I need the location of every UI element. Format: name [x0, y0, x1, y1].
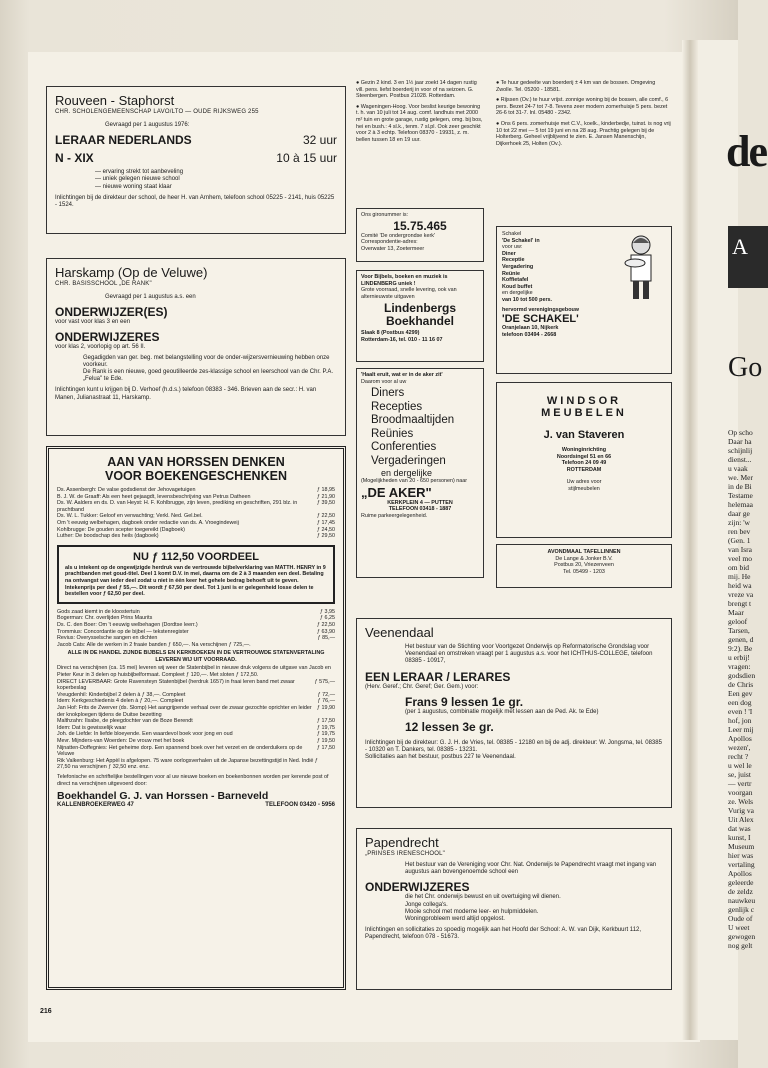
book-title: B. J. W. de Graaff: Als een heet gejaagdt, levensbeschrijving van Petrus Datheen	[57, 493, 251, 500]
schakel-item: Reünie	[502, 270, 520, 277]
ad-info: Sollicitaties aan het bestuur, postbus 227 te Veenendaal.	[365, 754, 516, 761]
next-page-line: dat was	[728, 824, 751, 833]
next-page-line: hier was	[728, 851, 754, 860]
book-list	[57, 679, 335, 771]
ad-bullets	[95, 169, 337, 191]
book-title: Luther: De boodschap des heils (dagboek)	[57, 533, 159, 540]
schakel-item: Diner	[502, 250, 516, 257]
book-entry	[57, 725, 335, 732]
book-title: Idem: Dat is gewisselijk waar	[57, 724, 127, 731]
book-price: ƒ 85,—	[317, 635, 335, 642]
book-entry	[57, 494, 335, 501]
ad-job-title: N - XIX	[55, 151, 94, 166]
book-entry	[57, 745, 335, 758]
ad-city: Harskamp (Op de Veluwe)	[55, 265, 208, 280]
aker-address: KERKPLEIN 4 — PUTTEN	[387, 499, 453, 506]
ad-veenendaal	[356, 618, 672, 808]
ad-info: Inlichtingen bij de direkteur: G. J. H. de Vries, tel. 08385 - 12180 en bij de adj. direkteur: W. Jongsma, tel. 08385 - 10320 en T. Dankers, tel. 08385 - 13231.	[365, 740, 662, 754]
book-title: Om 't eeuwig welbehagen, dagboek onder redactie van ds. A. Vroegindeweij	[57, 519, 239, 526]
book-price	[331, 642, 335, 649]
next-page-line: gewogen	[728, 932, 756, 941]
book-title: Ds. W. L. Tukker: Geloof en verwachting; Verkl. Ned. Gel.bel.	[57, 513, 203, 520]
book-entry	[57, 679, 335, 692]
next-page-line: ze. Wels	[728, 797, 754, 806]
next-page-line: hof, jon	[728, 716, 752, 725]
page-number: 216	[40, 1008, 52, 1015]
book-title: Malthzahn: Ilsabe, de pleegdochter van de Boze Berendt	[57, 718, 193, 725]
ad-paragraph: Jonge collega's.	[405, 901, 448, 908]
ad-date: Gevraagd per 1 augustus a.s. een	[105, 294, 196, 300]
next-page-heading: Go	[728, 352, 763, 383]
giro-line: Overwater 13, Zoetermeer	[361, 245, 425, 252]
ad-paragraph: Het bestuur van de Stichting voor Voortgezet Onderwijs op Reformatorische Grondslag voor Veenendaal en omstreken vraagt per 1 augustus a.s. voor het ICHTHUS-COLLEGE, telefoon 08385 - 10917,	[405, 644, 653, 665]
book-title: Joh. de Liefde: In liefde bloeyende. Een waardevol boek voor jong en oud	[57, 731, 233, 738]
next-page-line: se, juist	[728, 770, 751, 779]
next-page-line: om bid	[728, 563, 750, 572]
aker-item: Diners	[371, 387, 405, 400]
next-page-line: recht ?	[728, 752, 749, 761]
next-page-line: U weet	[728, 923, 750, 932]
book-title: Mevr. Mijnders-van Woerden: De vrouw met het boek	[57, 738, 185, 744]
schakel-line: en dergelijke	[502, 290, 533, 297]
book-entry	[57, 642, 335, 649]
book-price: ƒ 19,75	[317, 731, 335, 738]
book-price: ƒ 24,50	[317, 526, 335, 533]
book-price: ƒ 63,90	[317, 628, 335, 635]
next-page-line: helemaa	[728, 500, 753, 509]
next-page-line: Apollos	[728, 869, 752, 878]
avondmaal-line: Postbus 20, Vriezenveen	[554, 562, 614, 569]
ad-school: CHR. BASISSCHOOL „DE RANK"	[55, 281, 152, 287]
next-page-line: genen, d	[728, 635, 754, 644]
ad-info: Inlichtingen bij de direkteur der school, de heer H. van Arnhem, telefoon school 05225 - 2141, huis 05225 - 1524.	[55, 194, 335, 209]
next-page-headline: de	[726, 127, 766, 176]
ad-paragraph: die het Chr. onderwijs bewust en uit overtuiging wil dienen.	[405, 894, 561, 901]
book-title: Gods zaad kiemt in de kloostertuin	[57, 608, 140, 615]
book-price: ƒ 19,75	[317, 724, 335, 731]
offer-box	[57, 545, 335, 604]
next-page-line: de zeldz	[728, 887, 753, 896]
book-title: Ds. C. den Boer: Om 't eeuwig welbehagen (Dordtse leerr.)	[57, 621, 198, 628]
book-price: ƒ 17,50	[317, 744, 335, 751]
ad-city: Papendrecht	[365, 835, 439, 850]
book-title: Idem: Kerkgeschiedenis 4 delen à ƒ 20,—. Compleet	[57, 698, 184, 705]
book-title: Trommius: Concordantie op de bijbel — tekstenregister	[57, 628, 189, 635]
ad-de-aker	[356, 368, 484, 578]
schakel-line: 'De Schakel' in	[502, 237, 540, 244]
book-title: Bogerman: Chr. overlijden Prins Maurits	[57, 615, 153, 622]
giro-line: Correspondentie-adres:	[361, 239, 418, 246]
next-page-line: Apollos	[728, 734, 752, 743]
book-title: Jacob Cats: Alle de werken in 2 fraaie banden ƒ 650,—. Na verschijnen ƒ 725,—.	[57, 641, 251, 648]
book-list	[57, 487, 335, 540]
next-page-line: zijn: 'w	[728, 518, 750, 527]
ad-paragraph: Woningprobleem werd altijd opgelost.	[405, 916, 505, 923]
next-page-line: ren bev	[728, 527, 751, 536]
shop-contact	[57, 802, 335, 809]
book-entry	[57, 609, 335, 616]
book-entry	[57, 527, 335, 534]
classified-item: ● Ons 6 pers. zomerhuisje met C.V., koelk., kinderbedje, tuinst. is nog vrij 10 tot 22 mei — 5 tot 19 juni en na 28 aug. Prachtig gelegen bij de Holterberg. Geheel vrijblijvend te zien. E. Jansen Manenschijn, Dijkerhoek 25, Holten (Ov.).	[496, 120, 671, 147]
book-price: ƒ 3,95	[320, 608, 335, 615]
book-price: ƒ 18,95	[317, 487, 335, 493]
book-entry	[57, 758, 335, 771]
next-page-line: vreze va	[728, 590, 754, 599]
lindenberg-address: Slaak 8 (Postbus 4299)	[361, 330, 420, 337]
book-entry	[57, 692, 335, 699]
classifieds-right	[496, 80, 672, 147]
next-page-line: u wel le	[728, 761, 752, 770]
book-entry	[57, 615, 335, 622]
ad-harskamp	[46, 258, 346, 436]
next-page-line: nauwkeu	[728, 896, 756, 905]
next-page-line: vertaling	[728, 860, 755, 869]
ad-lindenberg	[356, 270, 484, 362]
schakel-line: voor uw:	[502, 244, 523, 251]
ad-rouveen	[46, 86, 346, 234]
next-page-strip	[698, 40, 766, 1040]
ad-job-title: ONDERWIJZERES	[365, 880, 470, 895]
next-page-line: — vertr	[728, 779, 752, 788]
next-page-line: Vurig va	[728, 806, 755, 815]
ad-city: Rouveen - Staphorst	[55, 93, 175, 108]
giro-label: Ons gironummer is:	[361, 212, 409, 218]
next-page-line: we. Mer	[728, 473, 753, 482]
ad-subject: Frans 9 lessen 1e gr.	[405, 694, 524, 709]
next-page-line: brengt t	[728, 599, 752, 608]
offer-title: NU ƒ 112,50 VOORDEEL	[133, 550, 259, 563]
next-page-line: vragen:	[728, 662, 751, 671]
next-page-line: van Isra	[728, 545, 752, 554]
next-page-line: u vaak	[728, 464, 748, 473]
windsor-line: Telefoon 24 09 49	[561, 460, 607, 467]
bullet-item: — ervaring strekt tot aanbeveling	[95, 169, 184, 176]
ad-subject-sub: (per 1 augustus, combinatie mogelijk met lessen aan de Ped. Ak. te Ede)	[405, 708, 599, 715]
book-title: Kohlbrugge: De gouden scepter toegereikt (Dagboek)	[57, 526, 185, 533]
book-title: Ds. Assenbergh: De valse godsdienst der Jehovagetuigen	[57, 487, 196, 493]
aker-phone: TELEFOON 03418 - 1887	[388, 506, 452, 513]
ad-paragraph: Het bestuur van de Vereniging voor Chr. Nat. Onderwijs te Papendrecht vraagt met ingang van augustus aan bovengenoemde school een	[405, 862, 657, 876]
book-list	[57, 609, 335, 649]
next-page-line: geloof	[728, 617, 748, 626]
lindenberg-intro: Voor Bijbels, boeken en muziek is LINDENBERG uniek !	[361, 274, 448, 287]
windsor-line: stijlmeubelen	[568, 485, 600, 492]
book-price: ƒ 6,25	[320, 615, 335, 622]
schakel-item: Receptie	[502, 257, 525, 264]
lindenberg-name: Boekhandel	[385, 314, 454, 329]
giro-number: 15.75.465	[393, 218, 447, 233]
classified-item: ● Gezin 2 kind. 3 en 1½ jaar zoekt 14 dagen rustig vill. pens. liefst boerderij in voor of na seizoen. G. Steenbergen. Postbus 21028. Rotterdam.	[356, 80, 477, 100]
bible-notice: ALLE IN DE HANDEL ZIJNDE BIJBELS EN KERKBOEKEN IN DE VERTROUWDE STATENVERTALING LEVEREN WIJ UIT VOORRAAD.	[67, 650, 325, 663]
schakel-phone: telefoon 03494 - 2668	[502, 331, 557, 338]
ad-paragraph: Gegadigden van ger. beg. met belangstelling voor de onder-wijzersvernieuwing hebben onze voorkeur.	[83, 354, 330, 368]
bullet-item: — uniek gelegen nieuwe school	[95, 176, 180, 183]
book-entry	[57, 500, 335, 513]
next-page-line: mij. He	[728, 572, 751, 581]
book-entry	[57, 513, 335, 520]
next-page-line: een dog	[728, 698, 752, 707]
ad-job-title: ONDERWIJZER(ES)	[55, 305, 168, 320]
book-entry	[57, 622, 335, 629]
next-page-line: heid wa	[728, 581, 752, 590]
next-page-line: Museum	[728, 842, 755, 851]
aker-item: Broodmaaltijden	[371, 414, 455, 427]
schakel-line: Schakel	[502, 231, 522, 237]
giro-line: Comité 'De ondergrondse kerk'	[361, 232, 435, 239]
schakel-address: Oranjelaan 10, Nijkerk	[502, 325, 559, 332]
classified-text: Gezin 2 kind. 3 en 1½ jaar zoekt 14 dagen rustig vill. pens. liefst boerderij in voor of na seizoen. G. Steenbergen. Postbus 21028. Rotterdam.	[356, 80, 477, 100]
schakel-item: Koffietafel	[502, 277, 529, 284]
book-title: Rik Valkenburg: Het Appèl is afgelopen. 75 ware oorlogsverhalen uit de Japanse bezettingstijd in Ned. Indië ƒ 27,50 na verschijnen ƒ 32,50 enz. enz.	[57, 757, 318, 771]
ad-job-sub: voor klas 2, voorlopig op art. 56 II.	[55, 344, 146, 351]
shop-address: KALLENBROEKERWEG 47	[57, 802, 134, 809]
ad-hours: 10 à 15 uur	[276, 151, 337, 166]
book-entry	[57, 629, 335, 636]
next-page-line: genlijk c	[728, 905, 755, 914]
ad-city: Veenendaal	[365, 625, 434, 640]
next-page-line: even ! 'I	[728, 707, 753, 716]
next-page-line: dienst...	[728, 455, 752, 464]
book-price: ƒ 22,50	[317, 621, 335, 628]
classifieds-middle	[356, 80, 484, 143]
book-title: DIRECT LEVERBAAR: Grote Ravensteyn Statenbijbel (herdruk 1657) in fraai leren band met zwaar koperbeslag	[57, 678, 295, 692]
next-page-line: 9:2). Be	[728, 644, 753, 653]
windsor-line: Uw adres voor	[566, 479, 602, 486]
ad-info: Inlichtingen kunt u krijgen bij D. Verhoef (h.d.s.) telefoon 08383 - 346. Brieven aan de secr.: H. van Manen, Julianastraat 11, Harskamp.	[55, 387, 317, 401]
classified-item: ● Te huur gedeelte van boerderij ± 4 km van de bossen. Omgeving Zwolle. Tel. 05200 - 18581.	[496, 80, 656, 93]
aker-intro: Daarom voor al uw	[361, 378, 407, 385]
next-page-line: u erbij!	[728, 653, 750, 662]
next-page-line: Op scho	[728, 428, 753, 437]
bullet-item: — nieuwe woning staat klaar	[95, 183, 172, 190]
schakel-item: Vergadering	[502, 263, 534, 270]
aker-items	[371, 387, 479, 468]
ad-school: „PRINSES IRENESCHOOL"	[365, 851, 446, 857]
order-text: Telefonische en schriftelijke bestellingen voor al uw nieuwe boeken en boekenbonnen worden per kerende post of direct na verschijnen uitgevoerd door:	[57, 773, 329, 787]
book-title: Revius: Overysselsche sangen en dichten	[57, 635, 158, 642]
classified-text: Wageningen-Hoog. Voor beslist keurige bewoning t. h. van 10 juli tot 14 aug. comf. landhuis met 2000 m² tuin en grote garage, rustig gelegen, omg. bij bos, hei en bush.: 4 sl.k., tenm. 7 sl.pl. Ook zeer geschikt voor 2 à 3 echtp. Telefoon 08370 - 19931, z. m. bellen tussen 18 en 19 uur.	[356, 103, 483, 143]
ad-school: CHR. SCHOLENGEMEENSCHAP LAVO/LTO — OUDE RIJKSWEG 255	[55, 109, 259, 115]
lindenberg-name: Lindenbergs	[383, 301, 456, 316]
book-price: ƒ 19,50	[317, 738, 335, 744]
schakel-name: 'DE SCHAKEL'	[502, 313, 579, 326]
schakel-line: hervormd verenigingsgebouw	[502, 306, 579, 313]
book-title: Ds. W. Aalders en ds. D. van Heyst: H. F. Kohlbrugge, zijn leven, prediking en geschriften, 291 blz. in prachtband	[57, 500, 298, 513]
ad-info: Inlichtingen en sollicitaties zo spoedig mogelijk aan het Hoofd der School: A. W. van Dijk, Kerkbuurt 112, Papendrecht, telefoon 078 - 51673.	[365, 927, 642, 941]
next-page-band: A	[728, 226, 768, 288]
ad-title: AAN VAN HORSSEN DENKEN	[107, 455, 285, 469]
book-price: ƒ 39,50	[317, 500, 335, 507]
ad-van-horssen	[46, 446, 346, 990]
windsor-title: MEUBELEN	[541, 407, 627, 419]
book-price: ƒ 19,90	[317, 705, 335, 712]
book-entry	[57, 520, 335, 527]
aker-and: en dergelijke	[381, 468, 433, 479]
next-page-line: Oude of	[728, 914, 753, 923]
book-price: ƒ 17,50	[317, 718, 335, 725]
ad-papendrecht	[356, 828, 672, 990]
book-entry	[57, 705, 335, 718]
aker-item: Recepties	[371, 400, 423, 413]
book-price: ƒ 29,50	[317, 533, 335, 540]
book-title: Jan Hof: Frits de Zwerver (ds. Slomp) Het aangrijpende verhaal over de zwaar gezochte oprichter en leider der knokploegen tijdens de Duitse bezetting	[57, 705, 312, 718]
schakel-item: Koud buffet	[502, 283, 533, 290]
ad-de-schakel	[496, 226, 672, 374]
aker-intro: 'Haalt eruit, wat er in de aker zit'	[361, 372, 443, 378]
book-entry	[57, 635, 335, 642]
classified-text: Ons 6 pers. zomerhuisje met C.V., koelk., kinderbedje, tuinst. is nog vrij 10 tot 22 mei — 5 tot 19 juni en na 28 aug. Prachtig gelegen bij de Holterberg. Geheel vrijblijvend te zien. E. Jansen Manenschijn, Dijkerhoek 25, Holten (Ov.).	[496, 120, 671, 147]
book-price: ƒ 72,—	[317, 691, 335, 698]
book-title: Nijnatten-Doffegnies: Het geheime dorp. Een spannend boek over het verzet en de onderduikers op de Veluwe	[57, 744, 303, 758]
next-page-line: geleerde	[728, 878, 754, 887]
book-price: ƒ 22,50	[317, 513, 335, 520]
ad-job-sub: voor vast voor klas 3 en een	[55, 319, 131, 326]
classified-text: Te huur gedeelte van boerderij ± 4 km van de bossen. Omgeving Zwolle. Tel. 05200 - 18581.	[496, 80, 656, 93]
next-page-line: Maar	[728, 608, 744, 617]
offer-text: als u intekent op de ongewijzigde herdruk van de vertrouwde bijbelverklaring van MATTH. HENRY in 9 prachtbanden met goud-titel. Deel 1 komt D.V. in mei, daarna om de 2 à 3 maanden een deel. Betaling na ontvangst van ieder deel zodat u niet in één keer het gehele bedrag behoeft uit te geven. Intekenprijs per deel ƒ 55,—. Dit wordt ƒ 67,50 per deel. Tot 1 juni is er gelegenheid losse delen te bestellen voor ƒ 62,50 per deel.	[65, 564, 326, 598]
aker-name: „DE AKER"	[361, 484, 432, 500]
next-page-line: (Gen. 1	[728, 536, 751, 545]
aker-item: Vergaderingen	[371, 454, 446, 467]
book-entry	[57, 698, 335, 705]
next-page-line: nog gelt	[728, 941, 753, 950]
book-price: ƒ 21,90	[317, 493, 335, 500]
book-entry	[57, 487, 335, 494]
next-page-line: in de Bi	[728, 482, 752, 491]
aker-parking: Ruime parkeergelegenheid.	[361, 512, 428, 519]
schakel-line: van 10 tot 500 pers.	[502, 296, 553, 303]
ad-job-sub: (Herv. Geref.; Chr. Geref; Ger. Gem.) voor:	[365, 683, 479, 690]
classified-item: ● Wageningen-Hoog. Voor beslist keurige bewoning t. h. van 10 juli tot 14 aug. comf. landhuis met 2000 m² tuin en grote garage, rustig gelegen, omg. bij bos, hei en bush.: 4 sl.k., tenm. 7 sl.pl. Ook zeer geschikt voor 2 à 3 echtp. Telefoon 08370 - 19931, z. m. bellen tussen 18 en 19 uur.	[356, 103, 483, 143]
ad-job-title: ONDERWIJZERES	[55, 330, 160, 345]
next-page-line: godsdien	[728, 671, 756, 680]
next-page-column	[728, 428, 768, 950]
next-page-line: Leer mij	[728, 725, 754, 734]
book-price: ƒ 17,45	[317, 519, 335, 526]
page-gutter	[682, 40, 698, 1040]
ad-title: VOOR BOEKENGESCHENKEN	[105, 469, 287, 483]
shop-phone: TELEFOON 03420 - 5956	[265, 802, 335, 809]
ad-paragraph: De Rank is een nieuwe, goed geoutilleerde zes-klassige school en leerschool van de Chr. P.A. „Felua" te Ede.	[83, 369, 334, 383]
next-page-line: Een gev	[728, 689, 753, 698]
book-price: ƒ 575,—	[314, 678, 335, 685]
ad-gironummer	[356, 208, 484, 262]
shop-name: Boekhandel G. J. van Horssen - Barneveld	[57, 790, 269, 803]
book-entry	[57, 731, 335, 738]
next-page-line: Uit Alex	[728, 815, 754, 824]
aker-item: Reünies	[371, 427, 414, 440]
lindenberg-sub: Grote voorraad, snelle levering, ook van alternieuwste uitgaven	[361, 287, 457, 300]
avondmaal-title: AVONDMAAL TAFELLINNEN	[547, 549, 621, 555]
book-entry	[57, 738, 335, 745]
avondmaal-line: Tel. 05499 - 1203	[563, 568, 605, 575]
windsor-line: Noordsingel 51 en 66	[556, 453, 612, 460]
windsor-line: Woninginrichting	[561, 447, 607, 453]
windsor-line: ROTTERDAM	[566, 466, 602, 473]
avondmaal-line: De Lange & Jonker B.V.	[555, 555, 613, 562]
next-page-line: schijnlij	[728, 446, 753, 455]
next-page-line: Testame	[728, 491, 753, 500]
ad-job-title: EEN LERAAR / LERARES	[365, 669, 511, 684]
ad-paragraph: Mooie school met moderne leer- en hulpmiddelen.	[405, 908, 539, 915]
book-title: Vreugdenhil: Kinderbijbel 2 delen à ƒ 38,—. Compleet	[57, 691, 186, 698]
ad-windsor	[496, 382, 672, 538]
aker-note: (Mogelijkheden van 20 - 650 personen) naar	[361, 478, 468, 485]
next-page-line: Daar ha	[728, 437, 752, 446]
book-price: ƒ 76,—	[317, 698, 335, 705]
ad-job-title: LERAAR NEDERLANDS	[55, 133, 192, 148]
next-page-line: daar ge	[728, 509, 750, 518]
next-page-line: kunst, I	[728, 833, 751, 842]
next-page-line: voorgan	[728, 788, 753, 797]
ad-avondmaal	[496, 544, 672, 588]
next-page-line: de Chris	[728, 680, 754, 689]
book-entry	[57, 533, 335, 540]
ad-subject: 12 lessen 3e gr.	[405, 720, 494, 735]
windsor-name: J. van Staveren	[543, 429, 625, 441]
book-price	[331, 758, 335, 771]
waiter-illustration-icon	[621, 233, 661, 303]
next-page-line: veel mo	[728, 554, 752, 563]
statenbijbel-text: Direct na verschijnen (ca. 15 mei) leveren wij weer de Statenbijbel in nieuwe druk volgens de uitgave van Jacob en Pieter Keur in 3 delen op huisbijbelformaat. Compleet ƒ 120,—. Met sloten ƒ 172,50.	[57, 665, 331, 679]
classified-item: ● Rijssen (Ov.) te huur vrijst. zonnige woning bij de bossen, alle comf., 6 pers. Bezet 24-7 tot 7-8. Tevens zeer modern zomerhuisje 5 pers. bezet 26-6 tot 31-7. Inl. 05480 - 2342.	[496, 97, 669, 117]
lindenberg-address: Rotterdam-16, tel. 010 - 11 16 07	[361, 336, 443, 343]
ad-date: Gevraagd per 1 augustus 1976:	[105, 122, 190, 128]
classified-text: Rijssen (Ov.) te huur vrijst. zonnige woning bij de bossen, alle comf., 6 pers. Bezet 24-7 tot 7-8. Tevens zeer modern zomerhuisje 5 pers. bezet 26-6 tot 31-7. Inl. 05480 - 2342.	[496, 97, 669, 117]
aker-item: Conferenties	[371, 441, 437, 454]
next-page-line: Tarsen,	[728, 626, 750, 635]
ad-hours: 32 uur	[302, 133, 337, 148]
book-entry	[57, 718, 335, 725]
next-page-line: wezen',	[728, 743, 751, 752]
windsor-title: WINDSOR	[546, 395, 622, 407]
